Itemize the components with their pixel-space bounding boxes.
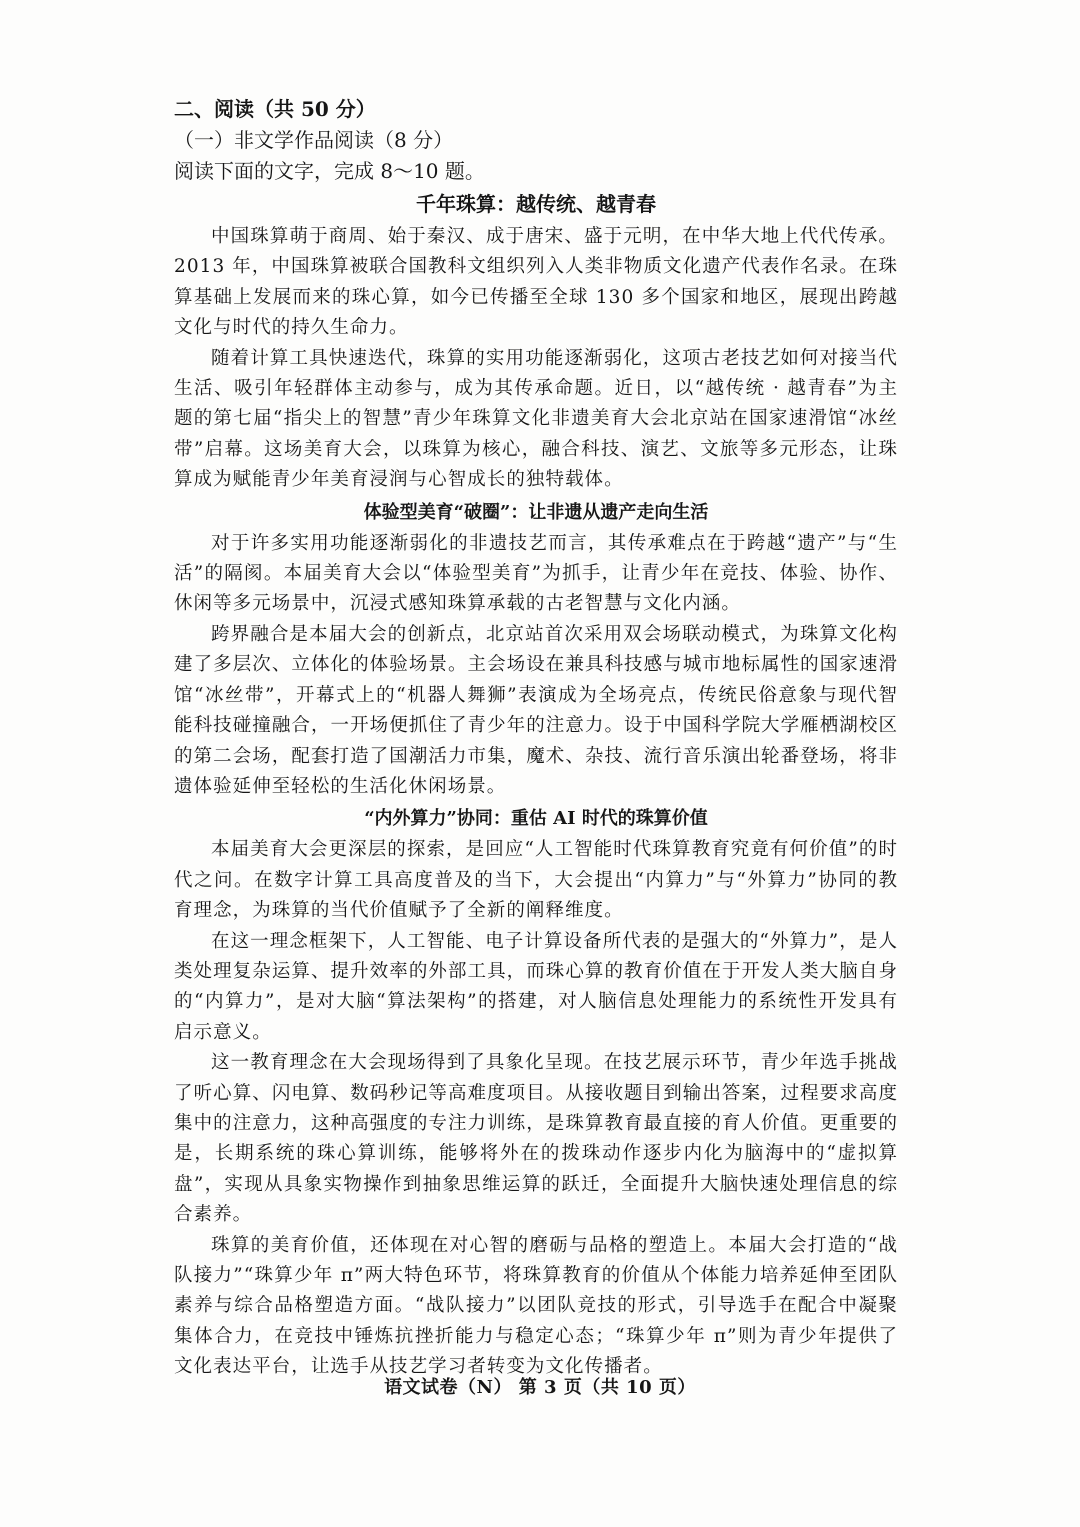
page-content: [174, 94, 898, 1383]
page-footer: 语文试卷（N） 第 3 页（共 10 页）: [384, 1377, 696, 1398]
article-paragraph: 中国珠算萌于商周、始于秦汉、成于唐宋、盛于元明，在中华大地上代代传承。2013 年，中国珠算被联合国教科文组织列入人类非物质文化遗产代表作名录。在珠算基础上发展而来的珠心算，如今已传播至全球 130 多个国家和地区，展现出跨越文化与时代的持久生命力。: [174, 226, 898, 339]
reading-instruction: 阅读下面的文字，完成 8～10 题。: [174, 159, 485, 183]
article-paragraph: 这一教育理念在大会现场得到了具象化呈现。在技艺展示环节，青少年选手挑战了听心算、闪电算、数码秒记等高难度项目。从接收题目到输出答案，过程要求高度集中的注意力，这种高强度的专注力训练，是珠算教育最直接的育人价值。更重要的是，长期系统的珠心算训练，能够将外在的拨珠动作逐步内化为脑海中的“虚拟算盘”，实现从具象实物操作到抽象思维运算的跃迁，全面提升大脑快速处理信息的综合素养。: [174, 1052, 898, 1226]
article-paragraph: 随着计算工具快速迭代，珠算的实用功能逐渐弱化，这项古老技艺如何对接当代生活、吸引年轻群体主动参与，成为其传承命题。近日，以“越传统 · 越青春”为主题的第七届“指尖上的智慧”青少年珠算文化非遗美育大会北京站在国家速滑馆“冰丝带”启幕。这场美育大会，以珠算为核心，融合科技、演艺、文旅等多元形态，让珠算成为赋能青少年美育浸润与心智成长的独特载体。: [174, 347, 898, 491]
section-subheading: 体验型美育“破圈”：让非遗从遗产走向生活: [363, 501, 709, 523]
article-paragraph: 珠算的美育价值，还体现在对心智的磨砺与品格的塑造上。本届大会打造的“战队接力”“珠算少年 π”两大特色环节，将珠算教育的价值从个体能力培养延伸至团队素养与综合品格塑造方面。“战队接力”以团队竞技的形式，引导选手在配合中凝聚集体合力，在竞技中锤炼抗挫折能力与稳定心态；“珠算少年 π”则为青少年提供了文化表达平台，让选手从技艺学习者转变为文化传播者。: [174, 1234, 898, 1378]
section-subheading: “内外算力”协同：重估 AI 时代的珠算价值: [364, 808, 708, 830]
subsection-heading: （一）非文学作品阅读（8 分）: [174, 128, 454, 152]
article-title: 千年珠算：越传统、越青春: [416, 192, 656, 216]
section-heading: 二、阅读（共 50 分）: [174, 97, 376, 121]
article-paragraph: 本届美育大会更深层的探索，是回应“人工智能时代珠算教育究竟有何价值”的时代之问。在数字计算工具高度普及的当下，大会提出“内算力”与“外算力”协同的教育理念，为珠算的当代价值赋予了全新的阐释维度。: [174, 839, 898, 922]
article-paragraph: 在这一理念框架下，人工智能、电子计算设备所代表的是强大的“外算力”，是人类处理复杂运算、提升效率的外部工具，而珠心算的教育价值在于开发人类大脑自身的“内算力”，是对大脑“算法架构”的搭建，对人脑信息处理能力的系统性开发具有启示意义。: [174, 930, 898, 1043]
article-paragraph: 对于许多实用功能逐渐弱化的非遗技艺而言，其传承难点在于跨越“遗产”与“生活”的隔阂。本届美育大会以“体验型美育”为抓手，让青少年在竞技、体验、协作、休闲等多元场景中，沉浸式感知珠算承载的古老智慧与文化内涵。: [174, 532, 898, 615]
article-paragraph: 跨界融合是本届大会的创新点，北京站首次采用双会场联动模式，为珠算文化构建了多层次、立体化的体验场景。主会场设在兼具科技感与城市地标属性的国家速滑馆“冰丝带”，开幕式上的“机器人舞狮”表演成为全场亮点，传统民俗意象与现代智能科技碰撞融合，一开场便抓住了青少年的注意力。设于中国科学院大学雁栖湖校区的第二会场，配套打造了国潮活力市集，魔术、杂技、流行音乐演出轮番登场，将非遗体验延伸至轻松的生活化休闲场景。: [174, 623, 898, 797]
